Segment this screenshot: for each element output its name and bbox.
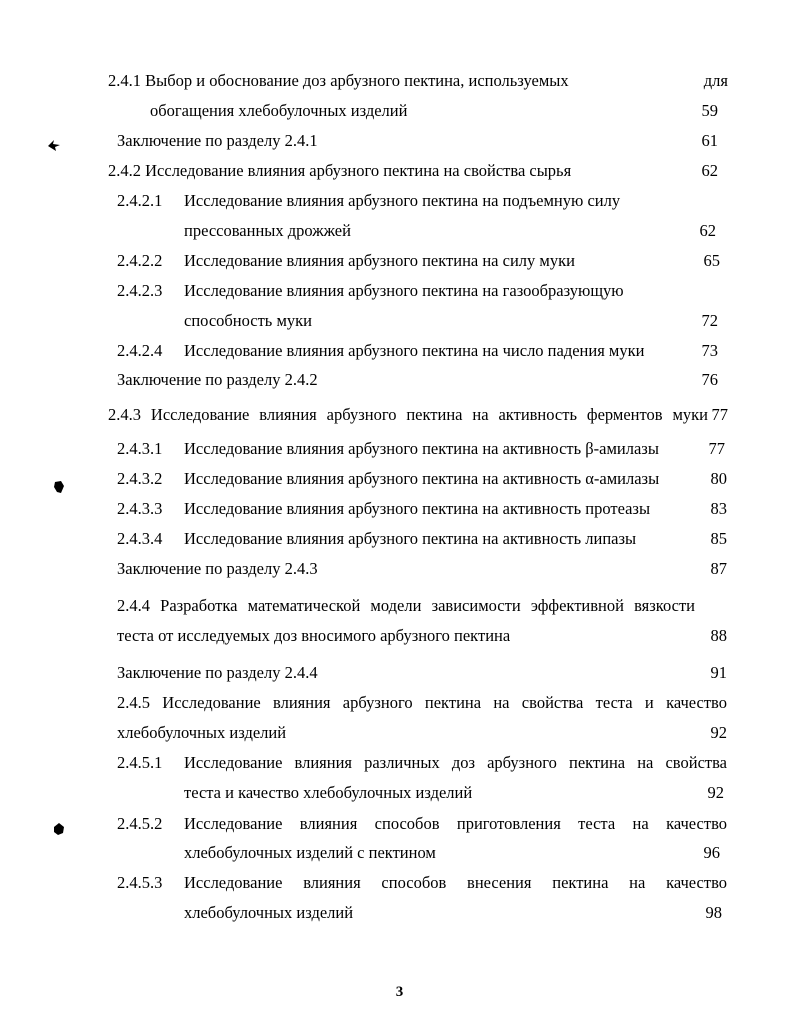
margin-mark-icon (52, 822, 66, 836)
toc-entry-continuation: прессованных дрожжей (184, 221, 351, 240)
toc-entry-text: Исследование влияния арбузного пектина на газообразующую (184, 281, 624, 300)
toc-entry-number: 2.4.3.2 (117, 469, 163, 488)
toc-entry-number: 2.4.5.3 (117, 873, 163, 892)
toc-entry-conclusion-2-4-3: Заключение по разделу 2.4.3 (117, 559, 318, 578)
toc-entry-text: Исследование влияния арбузного пектина на активность липазы (184, 529, 637, 548)
toc-entry-text-tail: для (703, 71, 728, 90)
toc-entry-continuation: способность муки (184, 311, 312, 330)
page-number-footer: 3 (395, 984, 404, 1000)
toc-entry-number: 2.4.2.1 (117, 191, 163, 210)
toc-entry-text: 2.4.1 Выбор и обоснование доз арбузного пектина, используемых (108, 71, 569, 90)
toc-entry-conclusion-2-4-2: Заключение по разделу 2.4.2 (117, 370, 318, 389)
toc-entry-continuation: теста от исследуемых доз вносимого арбузного пектина (117, 626, 511, 645)
toc-entry-conclusion-2-4-4: Заключение по разделу 2.4.4 (117, 663, 318, 682)
toc-page-number: 88 (710, 626, 727, 645)
toc-entry-2-4-4: 2.4.4 Разработка математической модели зависимости эффективной вязкости (117, 596, 695, 615)
toc-page-number: 77 (711, 405, 728, 424)
margin-mark-icon (52, 480, 66, 494)
toc-entry-2-4-5: 2.4.5 Исследование влияния арбузного пектина на свойства теста и качество (117, 693, 727, 712)
toc-entry-text: Исследование влияния арбузного пектина на активность протеазы (184, 499, 651, 518)
toc-page-number: 92 (710, 723, 727, 742)
toc-page-number: 65 (703, 251, 720, 270)
toc-page-number: 77 (708, 439, 725, 458)
toc-page-number: 92 (707, 783, 724, 802)
toc-page-number: 83 (710, 499, 727, 518)
toc-entry-text: Исследование влияния способов внесения пектина на качество (184, 873, 727, 892)
toc-entry-continuation: хлебобулочных изделий (117, 723, 287, 742)
toc-entry-number: 2.4.5.2 (117, 814, 163, 833)
toc-entry-number: 2.4.3.4 (117, 529, 163, 548)
toc-page-number: 73 (701, 341, 718, 360)
toc-entry-continuation: хлебобулочных изделий (184, 903, 354, 922)
toc-page-number: 91 (710, 663, 727, 682)
toc-entry-continuation: обогащения хлебобулочных изделий (150, 101, 408, 120)
toc-entry-continuation: хлебобулочных изделий с пектином (184, 843, 436, 862)
toc-page-number: 61 (701, 131, 718, 150)
toc-page-number: 87 (710, 559, 727, 578)
toc-entry-text: Исследование влияния арбузного пектина на активность β-амилазы (184, 439, 659, 458)
toc-page-number: 62 (701, 161, 718, 180)
toc-entry-text: Исследование влияния способов приготовления теста на качество (184, 814, 727, 833)
toc-entry-2-4-2: 2.4.2 Исследование влияния арбузного пектина на свойства сырья (108, 161, 572, 180)
toc-entry-2-4-3: 2.4.3 Исследование влияния арбузного пектина на активность ферментов муки (108, 405, 708, 424)
margin-mark-icon (47, 138, 61, 152)
toc-entry-number: 2.4.5.1 (117, 753, 163, 772)
toc-page-number: 85 (710, 529, 727, 548)
toc-page-number: 80 (710, 469, 727, 488)
toc-page-number: 59 (701, 101, 718, 120)
toc-page-number: 72 (701, 311, 718, 330)
toc-page-number: 96 (703, 843, 720, 862)
toc-entry-2-4-1 (108, 71, 728, 91)
toc-entry-text: Исследование влияния различных доз арбузного пектина на свойства (184, 753, 727, 772)
toc-entry-text: Исследование влияния арбузного пектина на подъемную силу (184, 191, 621, 210)
toc-entry-number: 2.4.2.4 (117, 341, 163, 360)
toc-entry-conclusion-2-4-1: Заключение по разделу 2.4.1 (117, 131, 318, 150)
toc-entry-text: Исследование влияния арбузного пектина на силу муки (184, 251, 575, 270)
toc-entry-number: 2.4.3.3 (117, 499, 163, 518)
toc-entry-text: Исследование влияния арбузного пектина на число падения муки (184, 341, 645, 360)
toc-page-number: 98 (705, 903, 722, 922)
toc-entry-number: 2.4.2.2 (117, 251, 163, 270)
toc-entry-continuation: теста и качество хлебобулочных изделий (184, 783, 473, 802)
toc-page-number: 62 (699, 221, 716, 240)
toc-entry-number: 2.4.2.3 (117, 281, 163, 300)
toc-entry-text: Исследование влияния арбузного пектина на активность α-амилазы (184, 469, 660, 488)
toc-page-number: 76 (701, 370, 718, 389)
toc-entry-number: 2.4.3.1 (117, 439, 163, 458)
